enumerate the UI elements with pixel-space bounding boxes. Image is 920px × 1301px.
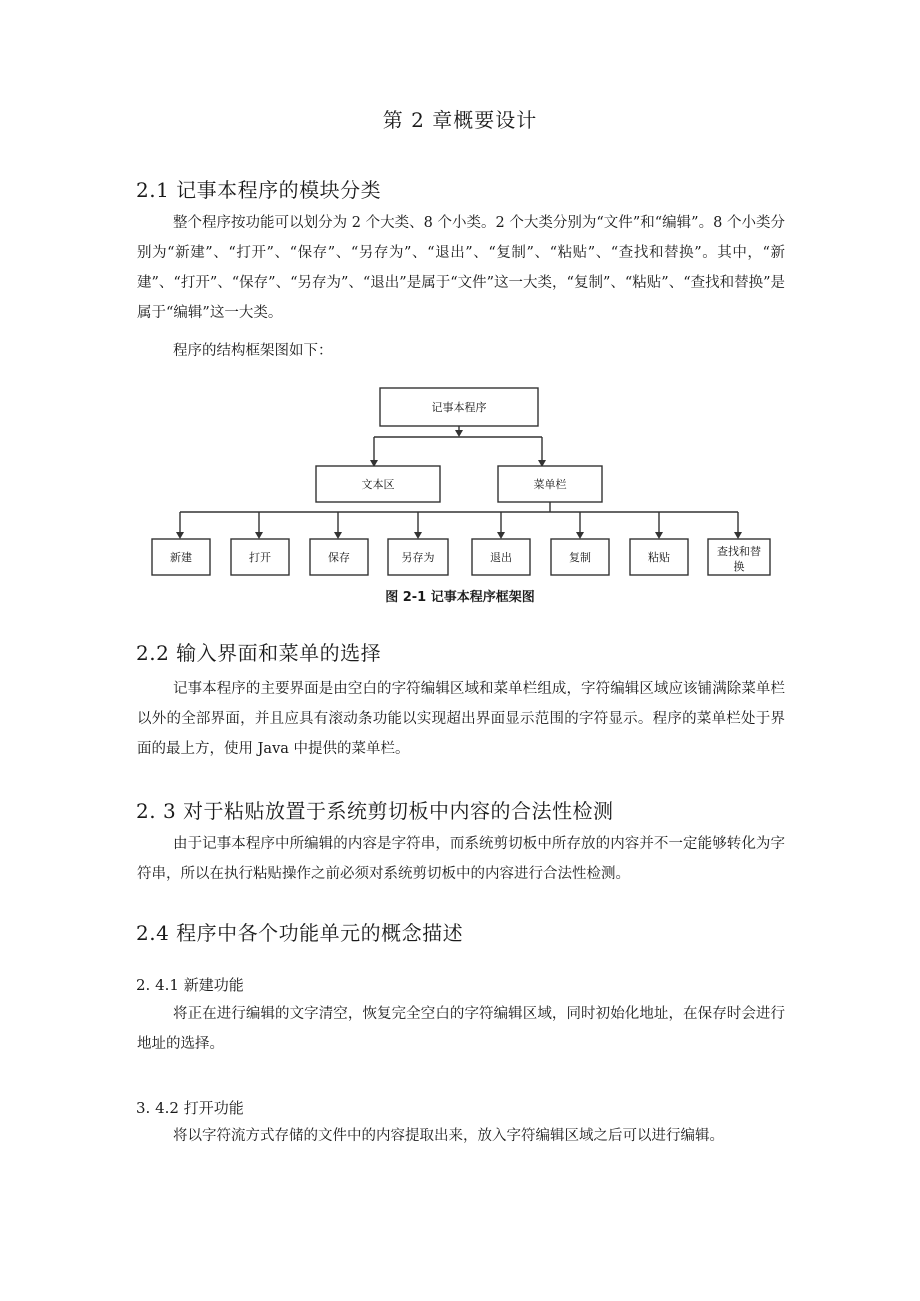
diagram-leaf-save-label: 保存: [328, 551, 350, 564]
diagram-leaf-saveas-label: 另存为: [401, 551, 435, 564]
section-2-2-heading: 2.2 输入界面和菜单的选择: [136, 641, 382, 665]
subsection-2-4-1-heading: 2. 4.1 新建功能: [136, 976, 244, 994]
chapter-title: 第 2 章概要设计: [382, 108, 538, 132]
arrow-root: [455, 430, 463, 437]
section-2-3-paragraph: 由于记事本程序中所编辑的内容是字符串，而系统剪切板中所存放的内容并不一定能够转化为字符串，所以在执行粘贴操作之前必须对系统剪切板中的内容进行合法性检测。: [137, 836, 785, 882]
diagram-label-menubar: 菜单栏: [533, 478, 567, 491]
diagram-leaf-open-label: 打开: [249, 551, 271, 564]
diagram-leaf-paste-label: 粘贴: [648, 551, 670, 564]
subsection-4-2-paragraph: 将以字符流方式存储的文件中的内容提取出来，放入字符编辑区域之后可以进行编辑。: [173, 1128, 724, 1144]
subsection-2-4-1-paragraph: 将正在进行编辑的文字清空，恢复完全空白的字符编辑区域，同时初始化地址，在保存时会进行地址的选择。: [137, 1006, 785, 1052]
diagram-leaf-new-label: 新建: [170, 551, 192, 564]
subsection-4-2-heading: 3. 4.2 打开功能: [136, 1099, 244, 1117]
diagram-label-textarea: 文本区: [361, 478, 395, 491]
section-2-4-heading: 2.4 程序中各个功能单元的概念描述: [136, 921, 464, 945]
structure-diagram: [140, 380, 780, 585]
diagram-leaf-exit-label: 退出: [490, 551, 512, 564]
diagram-leaf-findreplace-label-2: 换: [733, 560, 745, 573]
section-2-1-paragraph: 整个程序按功能可以划分为 2 个大类、8 个小类。2 个大类分别为“文件”和“编辑”。8 个小类分别为“新建”、“打开”、“保存”、“另存为”、“退出”、“复制”、“粘贴”、“查找和替换”。其中，“新建”、“打开”、“保存”、“另存为”、“退出”是属于“文件”这一大类，“复制”、“粘贴”、“查找和替换”是属于“编辑”这一大类。: [137, 215, 786, 321]
section-2-2-paragraph: 记事本程序的主要界面是由空白的字符编辑区域和菜单栏组成，字符编辑区域应该铺满除菜单栏以外的全部界面，并且应具有滚动条功能以实现超出界面显示范围的字符显示。程序的菜单栏处于界面的最上方，使用 Java 中提供的菜单栏。: [137, 681, 785, 757]
section-2-3-heading: 2. 3 对于粘贴放置于系统剪切板中内容的合法性检测: [136, 799, 614, 823]
diagram-leaf-findreplace-label-1: 查找和替: [717, 545, 761, 558]
figure-caption: 图 2-1 记事本程序框架图: [385, 590, 535, 605]
diagram-leaf-copy-label: 复制: [569, 551, 591, 564]
diagram-intro-text: 程序的结构框架图如下：: [173, 343, 333, 359]
diagram-root-label: 记事本程序: [431, 401, 487, 414]
section-2-1-heading: 2.1 记事本程序的模块分类: [136, 178, 382, 202]
